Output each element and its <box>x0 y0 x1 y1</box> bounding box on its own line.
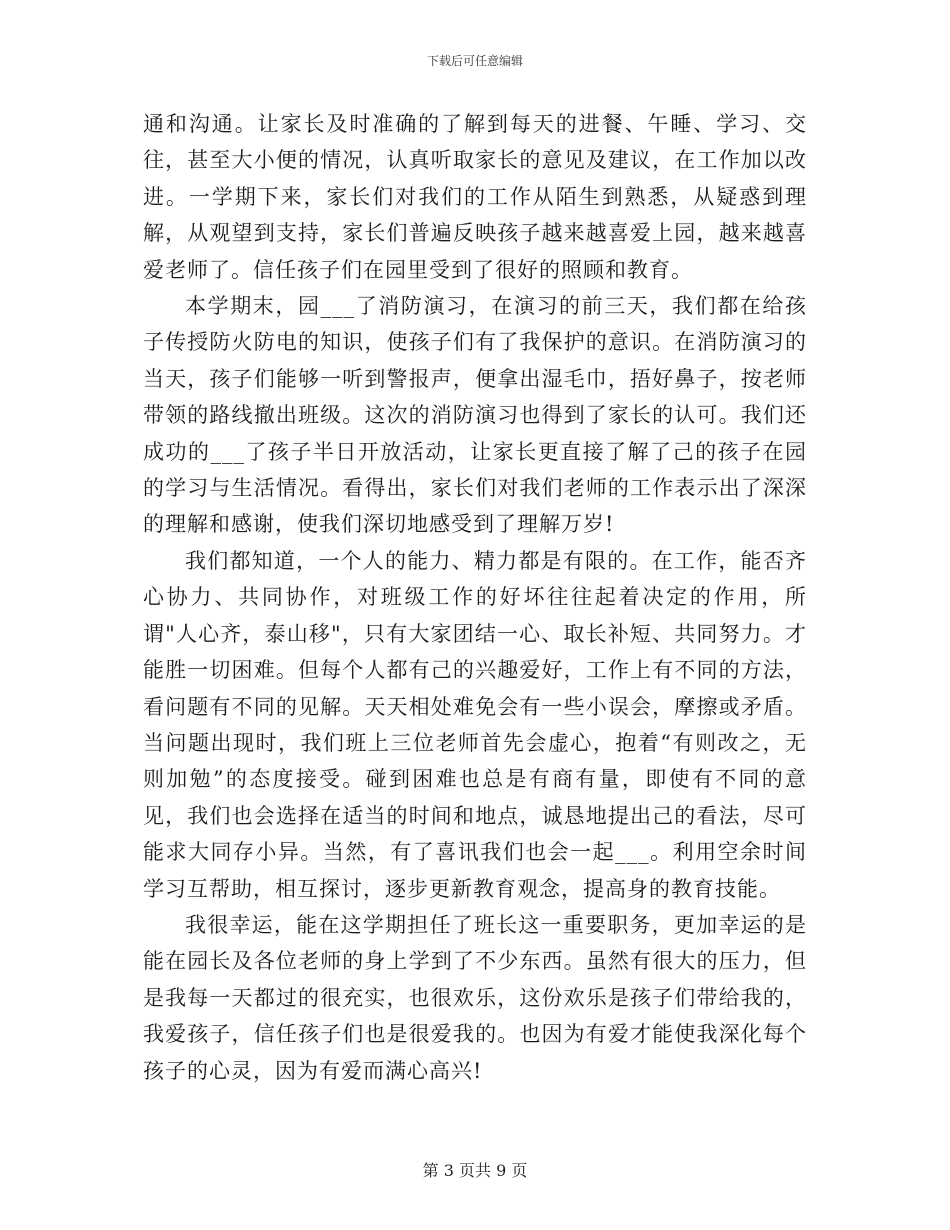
paragraph-reflection: 我很幸运，能在这学期担任了班长这一重要职务，更加幸运的是能在园长及各位老师的身上学到了不少东西。虽然有很大的压力，但是我每一天都过的很充实，也很欢乐，这份欢乐是孩子们带给我的，我爱孩子，信任孩子们也是很爱我的。也因为有爱才能使我深化每个孩子的心灵，因为有爱而满心高兴! <box>143 912 807 1083</box>
paragraph-fire-drill: 本学期末，园___了消防演习，在演习的前三天，我们都在给孩子传授防火防电的知识，使孩子们有了我保护的意识。在消防演习的当天，孩子们能够一听到警报声，便拿出湿毛巾，捂好鼻子，按老师带领的路线撤出班级。这次的消防演习也得到了家长的认可。我们还成功的___了孩子半日开放活动，让家长更直接了解了己的孩子在园的学习与生活情况。看得出，家长们对我们老师的工作表示出了深深的理解和感谢，使我们深切地感受到了理解万岁! <box>143 294 807 537</box>
page-number: 第 3 页共 9 页 <box>422 1161 528 1180</box>
paragraph-continued: 通和沟通。让家长及时准确的了解到每天的进餐、午睡、学习、交往，甚至大小便的情况，认真听取家长的意见及建议，在工作加以改进。一学期下来，家长们对我们的工作从陌生到熟悉，从疑惑到理解，从观望到支持，家长们普遍反映孩子越来越喜爱上园，越来越喜爱老师了。信任孩子们在园里受到了很好的照顾和教育。 <box>143 112 807 282</box>
paragraph-teamwork: 我们都知道，一个人的能力、精力都是有限的。在工作，能否齐心协力、共同协作，对班级工作的好坏往往起着决定的作用，所谓"人心齐，泰山移"，只有大家团结一心、取长补短、共同努力。才能胜一切困难。但每个人都有己的兴趣爱好，工作上有不同的方法，看问题有不同的见解。天天相处难免会有一些小误会，摩擦或矛盾。当问题出现时，我们班上三位老师首先会虚心，抱着“有则改之，无则加勉”的态度接受。碰到困难也总是有商有量，即使有不同的意见，我们也会选择在适当的时间和地点，诚恳地提出己的看法，尽可能求大同存小异。当然，有了喜讯我们也会一起___。利用空余时间学习互帮助，相互探讨，逐步更新教育观念，提高身的教育技能。 <box>143 548 807 901</box>
page-header: 下载后可任意编辑 <box>426 54 523 68</box>
document-body <box>143 106 807 1089</box>
